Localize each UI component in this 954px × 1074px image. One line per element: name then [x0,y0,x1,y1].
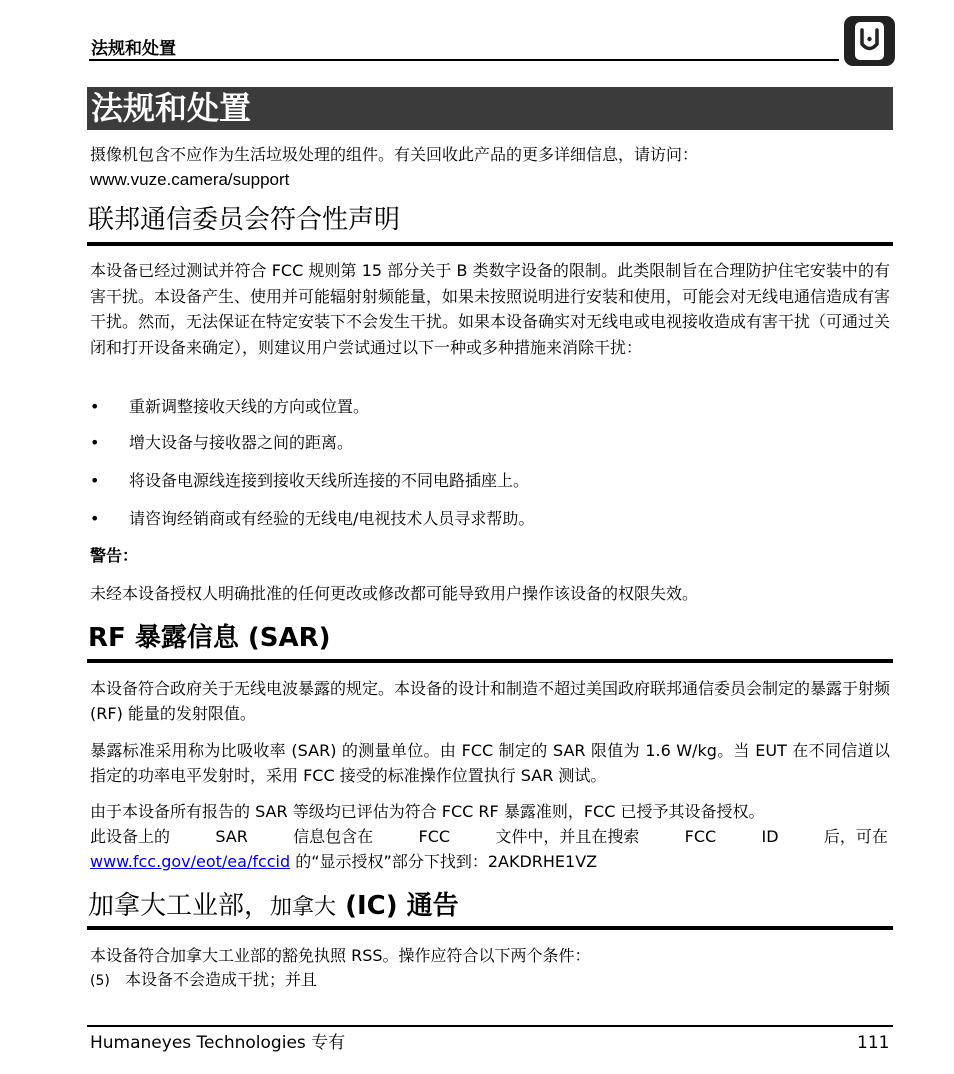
footer-page-number: 111 [857,1033,890,1053]
rf-p3-word: FCC [418,827,451,846]
header-title: 法规和处置 [91,39,176,59]
fcc-body: 本设备已经过测试并符合 FCC 规则第 15 部分关于 B 类数字设备的限制。此类限制旨在合理防护住宅安装中的有害干扰。本设备产生、使用并可能辐射射频能量，如果未按照说明进行安装和使用，可能会对无线电通信造成有害干扰。然而，无法保证在特定安装下不会发生干扰。如果本设备确实对无线电或电视接收造成有害干扰（可通过关闭和打开设备来确定），则建议用户尝试通过以下一种或多种措施来消除干扰： [90,261,891,357]
footer-company: Humaneyes Technologies 专有 [90,1033,346,1053]
rf-heading: RF 暴露信息 (SAR) [88,623,331,653]
rf-p3-line3 [90,849,890,874]
fcc-id-link[interactable]: www.fcc.gov/eot/ea/fccid [90,852,291,871]
list-item-text: 将设备电源线连接到接收天线所连接的不同电路插座上。 [129,471,530,490]
footer-rule [87,1025,893,1027]
bullet-icon: • [90,397,100,416]
list-item-text: 增大设备与接收器之间的距离。 [129,433,354,452]
rf-p3-line1: 由于本设备所有报告的 SAR 等级均已评估为符合 FCC RF 暴露准则，FCC 已授予其设备授权。 [90,802,765,821]
rf-p3-word: 文件中，并且在搜索 [495,827,640,846]
rf-p3-line2 [90,824,888,849]
ic-heading [88,889,893,925]
fcc-heading: 联邦通信委员会符合性声明 [88,205,401,235]
vuze-logo-icon [844,16,895,66]
fcc-heading-rule [87,242,893,246]
ic-heading-part-a: 加拿大工业部， [88,891,271,921]
rf-p3-word: FCC [684,827,717,846]
intro-text: 摄像机包含不应作为生活垃圾处理的组件。有关回收此产品的更多详细信息，请访问： [90,145,699,164]
ic-paragraph: 本设备符合加拿大工业部的豁免执照 RSS。操作应符合以下两个条件： [90,946,591,965]
rf-paragraph-1: 本设备符合政府关于无线电波暴露的规定。本设备的设计和制造不超过美国政府联邦通信委员会制定的暴露于射频 (RF) 能量的发射限值。 [90,679,891,723]
section-banner [87,87,893,130]
bullet-icon: • [90,471,100,490]
rf-p3-word: 信息包含在 [293,827,374,846]
list-item-text: 重新调整接收天线的方向或位置。 [129,397,370,416]
ic-heading-part-c: (IC) 通告 [336,891,459,921]
rf-p3-tail: 的“显示授权”部分下找到：2AKDRHE1VZ [290,852,598,871]
intro-url: www.vuze.camera/support [90,170,290,189]
bullet-icon: • [90,509,100,528]
rf-p3-word: 后，可在 [823,827,888,846]
ic-item-text: 本设备不会造成干扰；并且 [124,970,317,989]
intro-paragraph [90,142,890,192]
rf-paragraph-2: 暴露标准采用称为比吸收率 (SAR) 的测量单位。由 FCC 制定的 SAR 限值为 1.6 W/kg。当 EUT 在不同信道以指定的功率电平发射时，采用 FCC 接受的标准操作位置执行 SAR 测试。 [90,741,890,785]
rf-p3-word: 此设备上的 [90,827,171,846]
ic-item-number: (5) [90,973,110,989]
rf-heading-rule [87,659,893,663]
rf-paragraph-3 [90,799,890,874]
ic-heading-part-b: 加拿大 [270,895,337,920]
banner-title: 法规和处置 [91,89,252,127]
page-header [89,30,839,61]
warning-title: 警告： [90,546,139,565]
bullet-icon: • [90,433,100,452]
warning-text: 未经本设备授权人明确批准的任何更改或修改都可能导致用户操作该设备的权限失效。 [90,584,699,603]
rf-p3-word: ID [761,827,779,846]
ic-heading-rule [87,926,893,930]
list-item-text: 请咨询经销商或有经验的无线电/电视技术人员寻求帮助。 [129,509,535,528]
rf-p3-word: SAR [215,827,248,846]
ic-list-item [90,968,890,993]
